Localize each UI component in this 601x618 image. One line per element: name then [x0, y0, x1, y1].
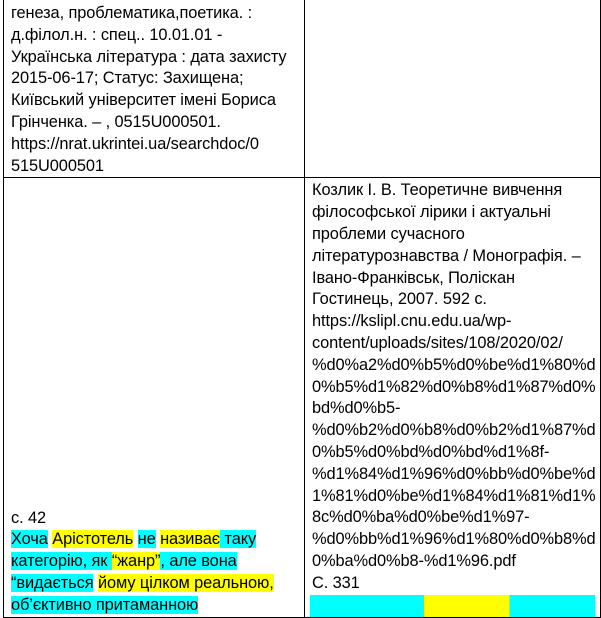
- highlight-yellow: Арістотель: [52, 530, 134, 549]
- text-line: д.філол.н. : спец.. 10.01.01 -: [11, 25, 223, 44]
- highlighted-quote-start: [310, 595, 595, 617]
- table-row: [4, 0, 601, 178]
- quote-line: [11, 595, 299, 617]
- text-line: Київський університет імені Бориса: [11, 91, 276, 110]
- highlight-cyan: не: [137, 530, 156, 549]
- table-row: [4, 178, 601, 617]
- highlight-cyan: , але вона: [160, 552, 237, 571]
- url-line: %d0%b2%d0%b8%d0%b2%d1%87%d: [312, 421, 596, 440]
- highlight-cyan: категорію, як: [11, 552, 112, 571]
- url-line: bd%d0%b5-: [312, 399, 401, 418]
- reference-table: [3, 0, 601, 618]
- highlight-yellow: називає: [160, 530, 221, 549]
- url-line: 8c%d0%ba%d0%be%d1%97-: [312, 508, 530, 527]
- text-line: літературознавства / Монографія. –: [312, 246, 581, 265]
- url-line: 0%b5%d0%bd%d0%bd%d1%8f-: [312, 442, 550, 461]
- url-line: https://kslipl.cnu.edu.ua/wp-: [312, 312, 512, 331]
- page-reference: с. 42: [11, 508, 47, 527]
- text-line: Івано-Франківськ, Поліскан: [312, 268, 515, 287]
- text-line: Українська література : дата захисту: [11, 47, 287, 66]
- highlight-cyan: “видається: [11, 573, 94, 592]
- url-line: 1%81%d0%be%d1%84%d1%81%d1%: [312, 486, 596, 505]
- url-line: 0%ba%d0%b8-%d1%96.pdf: [312, 551, 516, 570]
- text-line: Гостинець, 2007. 592 с.: [312, 290, 487, 309]
- quote-cell: [4, 178, 305, 617]
- text-line: філософської лірики і актуальні: [312, 203, 551, 222]
- text-line: проблеми сучасного: [312, 224, 465, 243]
- url-line: 0%b5%d1%82%d0%b8%d1%87%d0%: [312, 377, 596, 396]
- highlight-cyan: Хоча: [11, 530, 48, 549]
- text-line: Грінченка. – , 0515U000501.: [11, 112, 221, 131]
- url-line: %d1%84%d1%96%d0%bb%d0%be%d: [312, 464, 596, 483]
- url-line: 515U000501: [11, 156, 104, 175]
- top-right-cell: [305, 0, 601, 178]
- quote-line: [11, 551, 299, 573]
- url-line: https://nrat.ukrintei.ua/searchdoc/0: [11, 134, 259, 153]
- quote-line: [11, 573, 299, 595]
- page-reference: С. 331: [312, 573, 360, 592]
- reference-cell: [305, 178, 601, 617]
- text-line: 2015-06-17; Статус: Захищена;: [11, 69, 244, 88]
- highlight-yellow: йому цілком реальною,: [97, 573, 274, 592]
- url-line: %d0%a2%d0%b5%d0%be%d1%80%d: [312, 355, 596, 374]
- text-line: Козлик І. В. Теоретичне вивчення: [312, 181, 563, 200]
- url-line: content/uploads/sites/108/2020/02/: [312, 333, 563, 352]
- quote-line: [11, 529, 299, 551]
- top-left-cell: [4, 0, 305, 178]
- gap: [133, 530, 137, 548]
- highlight-cyan: таку: [220, 530, 257, 549]
- url-line: %d0%bb%d1%96%d1%80%d0%b8%d: [312, 530, 596, 549]
- highlight-cyan: об’єктивно притаманною: [11, 595, 199, 614]
- text-line: генеза, проблематика,поетика. :: [11, 4, 253, 22]
- highlight-yellow: “жанр”: [111, 552, 161, 571]
